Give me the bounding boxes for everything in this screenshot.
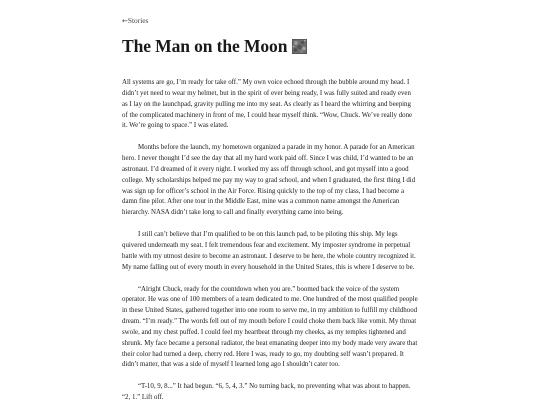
story-paragraph: All systems are go, I’m ready for take off.” My own voice echoed through the bubble around my head. I didn’t yet need to wear my helmet, but in the spirit of ever being ready, I was fully suited and ready even as I lay on the launchpad, gravity pulling me into my seat. As clearly as I heard the whirring and beeping of the complicated machinery in front of me, I could hear myself think. “Wow, Chuck. We’ve really done it. We’re going to space.” I was elated. (122, 79, 413, 130)
story-paragraph: I still can’t believe that I’m qualified to be on this launch pad, to be piloting this ship. My legs quivered underneath my seat. I felt tremendous fear and excitement. My imposter syndrome in perpetual battle with my utmost desire to become an astronaut. I deserve to be here, the whole country recognized it. My name falling out of every mouth in every household in the United States, this is where I deserve to be. (122, 231, 416, 271)
back-link-label: Stories (127, 16, 149, 25)
story-title: The Man on the Moon (122, 36, 288, 56)
story-page (122, 0, 418, 415)
back-arrow-icon: ← (122, 17, 128, 25)
story-body (122, 78, 418, 404)
story-paragraph: “Alright Chuck, ready for the countdown when you are.” boomed back the voice of the system operator. He was one of 100 members of a team dedicated to me. One hundred of the most qualified people in these United States, gathered together into one room to serve me, in my ambition to fulfill my childhood dream. “I’m ready.” The words fell out of my mouth before I could choke them back like vomit. My throat swole, and my chest puffed. I could feel my heartbeat through my cheeks, as my temples tightened and shrunk. My face became a personal radiator, the heat emanating deeper into my body made very aware that their color had turned a deep, cherry red. Here I was, ready to go, my doubting self wasn’t prepared. It didn’t matter, that was a side of myself I learned long ago I shouldn’t cater too. (122, 285, 418, 369)
title-row (122, 35, 418, 57)
moon-surface-thumbnail-icon (292, 39, 307, 54)
story-paragraph: Months before the launch, my hometown organized a parade in my honor. A parade for an American hero. I never thought I’d see the day that all my hard work paid off. Since I was child, I’d wanted to be an astronaut. I’d dreamed of it every night. I worked my ass off through school, and got myself into a good college. My scholarships helped me pay my way to grad school, and when I graduated, the first thing I did was sign up for officer’s school in the Air Force. Rising quickly to the top of my class, I had become a damn fine pilot. After one tour in the Middle East, mine was a common name amongst the American hierarchy. NASA didn’t take long to call and finally everything came into being. (122, 144, 416, 217)
back-to-stories-link[interactable] (122, 16, 418, 26)
story-paragraph: “T-10, 9, 8...” It had begun. “6, 5, 4, 3.” No turning back, no preventing what was about to happen. “2, 1.” Lift off. (122, 383, 411, 402)
